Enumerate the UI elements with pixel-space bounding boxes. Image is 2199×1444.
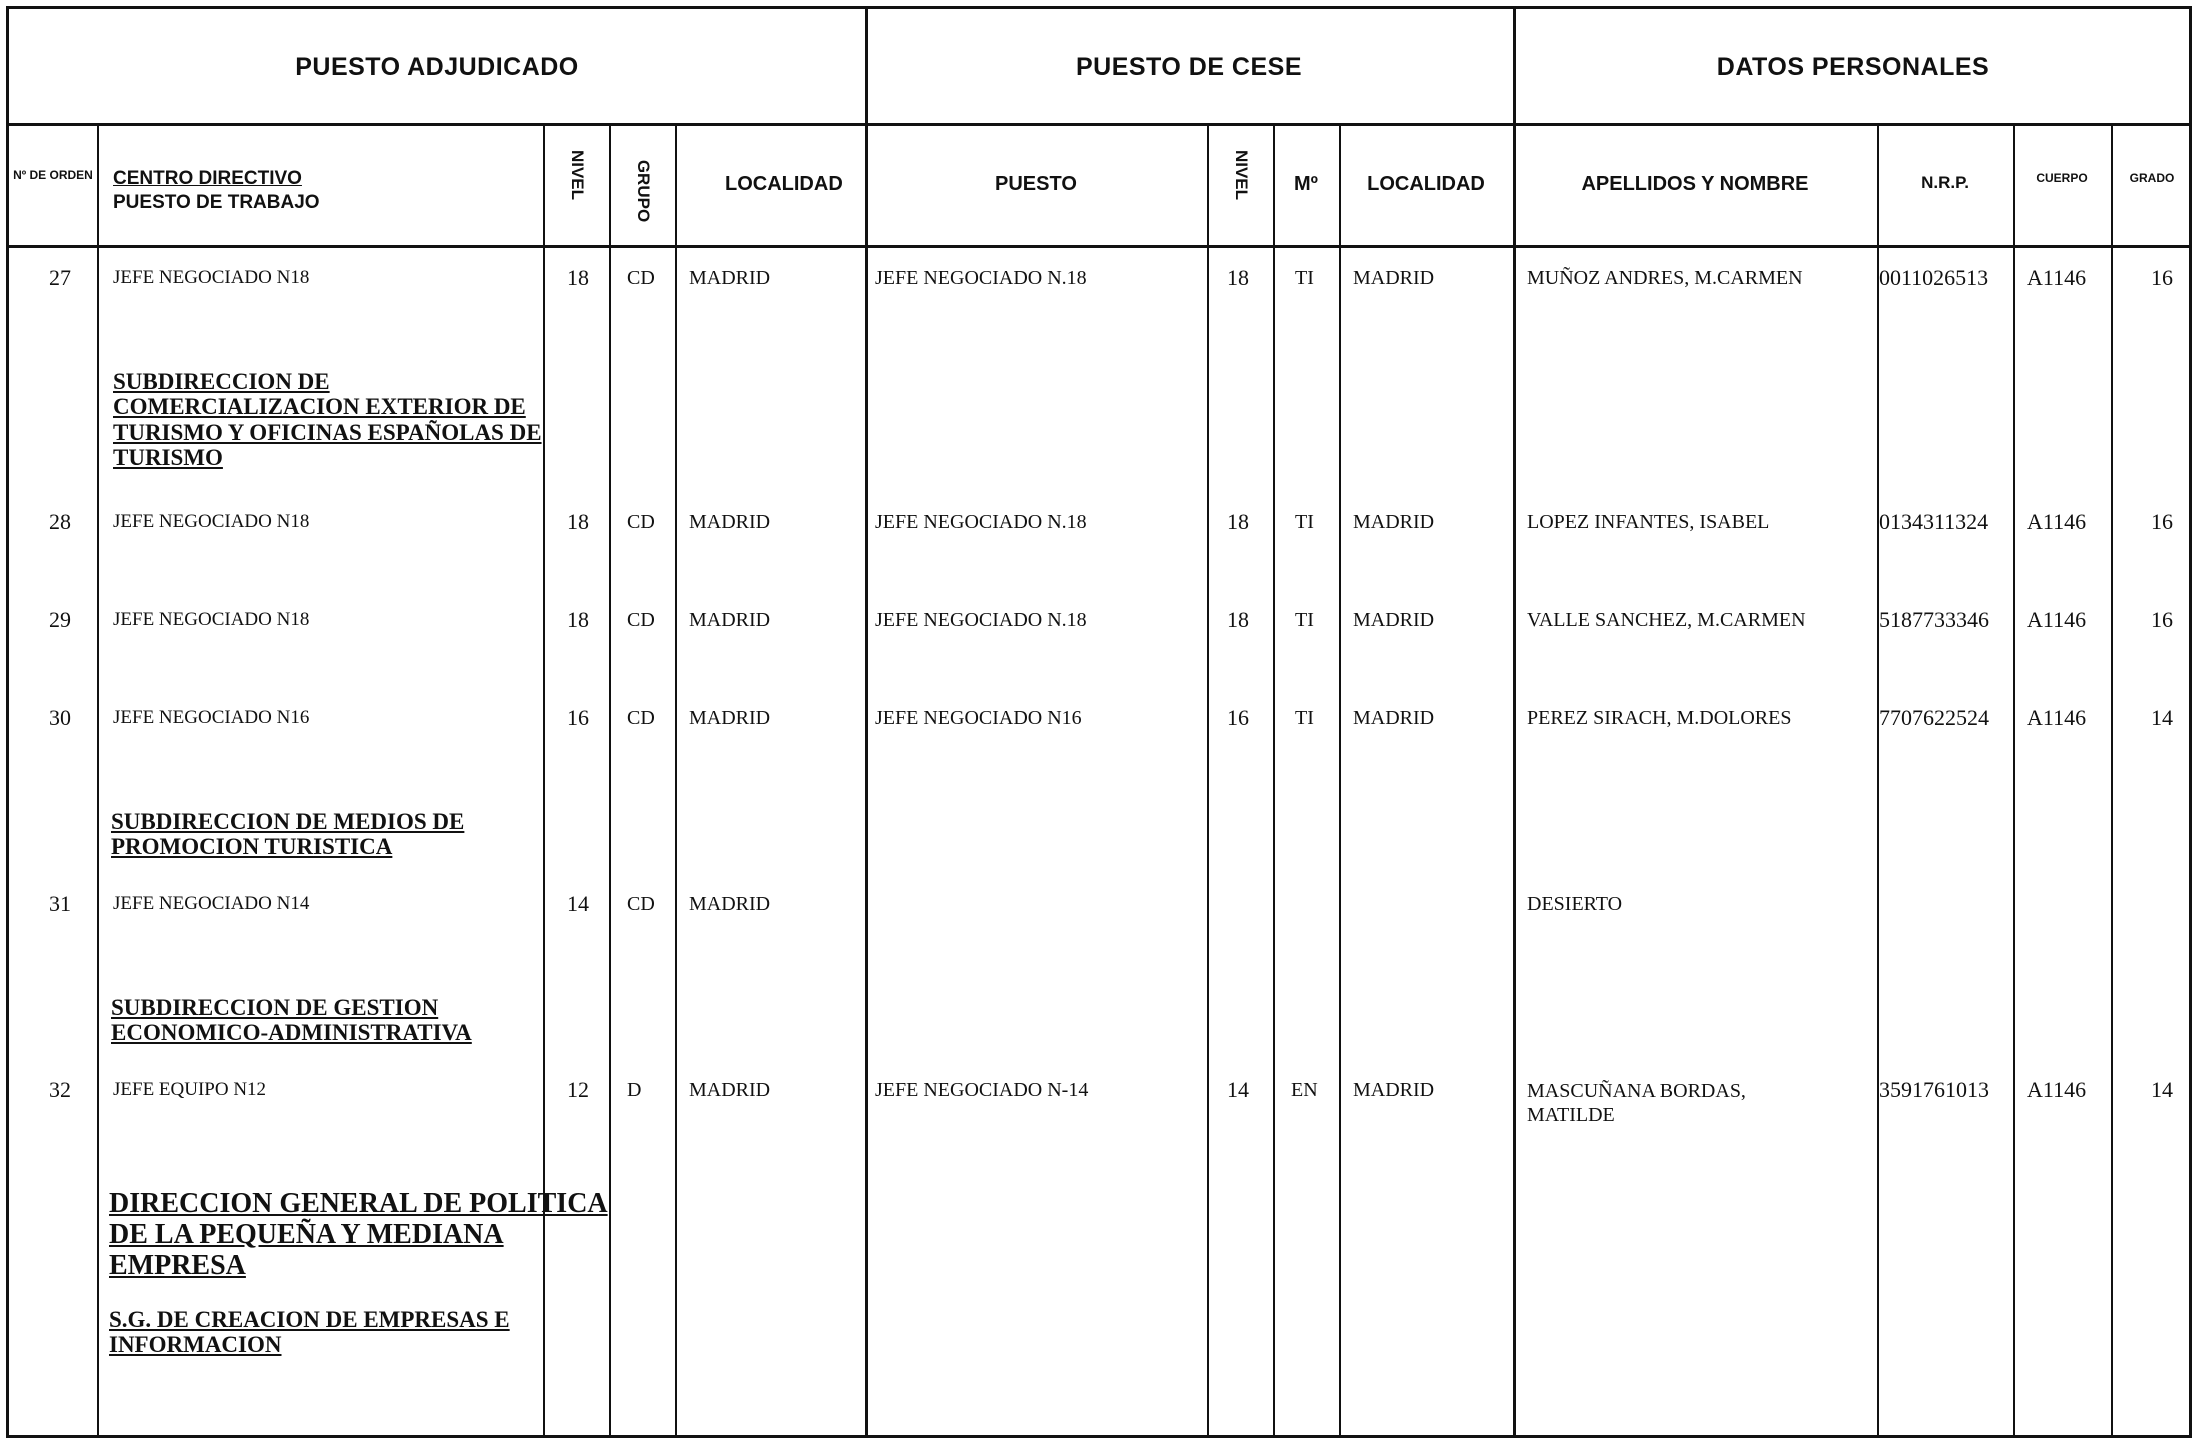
cell-apellidos: LOPEZ INFANTES, ISABEL bbox=[1527, 511, 1770, 533]
cell-puesto-trabajo: JEFE NEGOCIADO N18 bbox=[113, 609, 310, 630]
cell-cuerpo: A1146 bbox=[2027, 607, 2087, 632]
col-header-localidad-cese: LOCALIDAD bbox=[1367, 173, 1485, 195]
group-divider-1 bbox=[865, 9, 868, 1435]
cell-orden: 32 bbox=[49, 1077, 71, 1102]
cell-grado: 14 bbox=[2151, 705, 2173, 730]
cell-orden: 31 bbox=[49, 891, 71, 916]
cell-apellidos: VALLE SANCHEZ, M.CARMEN bbox=[1527, 609, 1806, 631]
cell-apellidos-line1: MASCUÑANA BORDAS, bbox=[1527, 1080, 1746, 1102]
cell-orden: 28 bbox=[49, 509, 71, 534]
cell-puesto: JEFE NEGOCIADO N.18 bbox=[875, 609, 1087, 631]
cell-puesto-trabajo: JEFE NEGOCIADO N16 bbox=[113, 707, 310, 728]
cell-ministerio: TI bbox=[1295, 609, 1314, 631]
cell-nrp: 0134311324 bbox=[1879, 509, 1989, 534]
header-divider bbox=[9, 123, 2189, 126]
section-heading: SUBDIRECCION DE MEDIOS DE PROMOCION TURISTICA bbox=[111, 809, 465, 860]
cell-apellidos: PEREZ SIRACH, M.DOLORES bbox=[1527, 707, 1792, 729]
cell-localidad: MADRID bbox=[689, 1079, 771, 1101]
cell-grupo: CD bbox=[627, 511, 655, 533]
col-divider bbox=[1273, 125, 1275, 1435]
cell-cuerpo: A1146 bbox=[2027, 509, 2087, 534]
cell-grupo: CD bbox=[627, 707, 655, 729]
cell-localidad-cese: MADRID bbox=[1353, 609, 1435, 631]
cell-apellidos-line2: MATILDE bbox=[1527, 1104, 1615, 1126]
cell-ministerio: TI bbox=[1295, 511, 1314, 533]
cell-localidad: MADRID bbox=[689, 267, 771, 289]
col-header-puesto: PUESTO bbox=[995, 173, 1077, 195]
cell-localidad: MADRID bbox=[689, 511, 771, 533]
cell-puesto-trabajo: JEFE NEGOCIADO N14 bbox=[113, 893, 310, 914]
col-header-nrp: N.R.P. bbox=[1921, 173, 1969, 192]
cell-nrp: 3591761013 bbox=[1879, 1077, 1989, 1102]
col-divider bbox=[1207, 125, 1209, 1435]
col-divider bbox=[1877, 125, 1879, 1435]
cell-nrp: 0011026513 bbox=[1879, 265, 1989, 290]
cell-apellidos bbox=[1527, 1079, 1746, 1127]
cell-grupo: CD bbox=[627, 893, 655, 915]
cell-nivel-cese: 18 bbox=[1227, 265, 1249, 290]
col-header-centro-directivo: CENTRO DIRECTIVO bbox=[113, 168, 302, 189]
cell-localidad-cese: MADRID bbox=[1353, 511, 1435, 533]
cell-localidad: MADRID bbox=[689, 707, 771, 729]
column-header-divider bbox=[9, 245, 2189, 248]
col-header-nivel: NIVEL bbox=[568, 149, 587, 201]
col-header-grado: GRADO bbox=[2129, 171, 2175, 185]
section-heading: SUBDIRECCION DE COMERCIALIZACION EXTERIOR DE TURISMO Y OFICINAS ESPAÑOLAS DE TURISMO bbox=[113, 369, 542, 470]
col-header-grupo: GRUPO bbox=[634, 159, 653, 223]
cell-nivel: 18 bbox=[567, 265, 589, 290]
col-header-ministerio: Mº bbox=[1294, 173, 1318, 195]
header-group-personales: DATOS PERSONALES bbox=[1716, 52, 1990, 81]
cell-grado: 16 bbox=[2151, 265, 2173, 290]
col-header-apellidos: APELLIDOS Y NOMBRE bbox=[1581, 173, 1809, 195]
cell-orden: 29 bbox=[49, 607, 71, 632]
document-table: PUESTO ADJUDICADO PUESTO DE CESE DATOS PERSONALES Nº DE ORDEN CENTRO DIRECTIVO PUESTO DE TRABAJO NIVEL GRUPO LOCALIDAD PUESTO NIVEL Mº LOCALIDAD APELLIDOS Y NOMBRE N.R.P. CUERPO GRADO 27 JEFE NEGOCIADO N18 18 CD MADRID JEFE NEGOCIADO N.18 18 TI MADRID MUÑOZ ANDRES, M.CARMEN 0011026513 A1146 16 SUBDIRECCION DE COMERCIALIZACION EXTERIOR DE TURISMO Y OFICINAS ESPAÑOLAS DE TURISMO 28 JEFE NEGOCIADO N18 18 CD MADRID JEFE NEGOCIADO N.18 18 TI MADRID LOPEZ INFANTES, ISABEL 0134311324 A1146 16 29 JEFE NEGOCIADO N18 18 CD MADRID JEFE NEGOCIADO N.18 18 TI MADRID VALLE SANCHEZ, M.CARMEN 5187733346 A1146 16 30 JEFE NEGOCIADO N16 16 CD MADRID JEFE NEGOCIADO N16 16 TI MADRID PEREZ SIRACH, M.DOLORES 7707622524 A1146 14 SUBDIRECCION DE MEDIOS DE PROMOCION TURISTICA 31 JEFE NEGOCIADO N14 14 CD MADRID DESIERTO SUBDIRECCION DE GESTION ECONOMICO-ADMINISTRATIVA 32 JEFE EQUIPO N12 12 D MADRID JEFE NEGOCIADO N-14 14 EN MADRID MASCUÑANA BORDAS, MATILDE 3591761013 A1146 14 DIRECCION GENERAL DE POLITICA DE LA PEQUEÑA Y MEDIANA EMPRESA S.G. DE CREACION DE EMPRESAS E INFORMACION bbox=[6, 6, 2192, 1438]
cell-nivel: 12 bbox=[567, 1077, 589, 1102]
cell-nivel: 14 bbox=[567, 891, 589, 916]
cell-orden: 27 bbox=[49, 265, 71, 290]
cell-puesto: JEFE NEGOCIADO N.18 bbox=[875, 267, 1087, 289]
cell-apellidos: MUÑOZ ANDRES, M.CARMEN bbox=[1527, 267, 1803, 289]
cell-nivel: 18 bbox=[567, 509, 589, 534]
header-group-cese: PUESTO DE CESE bbox=[1075, 52, 1303, 81]
cell-nivel-cese: 16 bbox=[1227, 705, 1249, 730]
cell-grado: 14 bbox=[2151, 1077, 2173, 1102]
cell-nivel: 18 bbox=[567, 607, 589, 632]
section-heading-major: DIRECCION GENERAL DE POLITICA DE LA PEQUEÑA Y MEDIANA EMPRESA bbox=[109, 1188, 608, 1281]
cell-puesto: JEFE NEGOCIADO N.18 bbox=[875, 511, 1087, 533]
cell-nrp: 5187733346 bbox=[1879, 607, 1989, 632]
cell-nivel-cese: 18 bbox=[1227, 509, 1249, 534]
col-header-centro bbox=[113, 167, 320, 215]
cell-ministerio: TI bbox=[1295, 707, 1314, 729]
section-heading: S.G. DE CREACION DE EMPRESAS E INFORMACION bbox=[109, 1307, 510, 1358]
cell-nivel-cese: 18 bbox=[1227, 607, 1249, 632]
cell-localidad: MADRID bbox=[689, 893, 771, 915]
col-divider bbox=[2013, 125, 2015, 1435]
col-header-nivel-cese: NIVEL bbox=[1232, 149, 1251, 201]
cell-orden: 30 bbox=[49, 705, 71, 730]
cell-localidad-cese: MADRID bbox=[1353, 1079, 1435, 1101]
cell-puesto-trabajo: JEFE NEGOCIADO N18 bbox=[113, 267, 310, 288]
cell-ministerio: EN bbox=[1291, 1079, 1318, 1101]
cell-puesto-trabajo: JEFE EQUIPO N12 bbox=[113, 1079, 267, 1100]
section-heading: SUBDIRECCION DE GESTION ECONOMICO-ADMINISTRATIVA bbox=[111, 995, 472, 1046]
cell-cuerpo: A1146 bbox=[2027, 265, 2087, 290]
cell-nrp: 7707622524 bbox=[1879, 705, 1989, 730]
cell-localidad: MADRID bbox=[689, 609, 771, 631]
cell-localidad-cese: MADRID bbox=[1353, 267, 1435, 289]
cell-grado: 16 bbox=[2151, 509, 2173, 534]
cell-nivel-cese: 14 bbox=[1227, 1077, 1249, 1102]
col-divider bbox=[675, 125, 677, 1435]
cell-grupo: CD bbox=[627, 609, 655, 631]
col-divider bbox=[609, 125, 611, 1435]
col-divider bbox=[2111, 125, 2113, 1435]
col-header-cuerpo: CUERPO bbox=[2036, 171, 2088, 185]
cell-apellidos: DESIERTO bbox=[1527, 893, 1623, 915]
cell-cuerpo: A1146 bbox=[2027, 705, 2087, 730]
cell-cuerpo: A1146 bbox=[2027, 1077, 2087, 1102]
cell-puesto: JEFE NEGOCIADO N-14 bbox=[875, 1079, 1089, 1101]
col-header-orden: Nº DE ORDEN bbox=[13, 168, 93, 182]
group-divider-2 bbox=[1513, 9, 1516, 1435]
header-group-adjudicado: PUESTO ADJUDICADO bbox=[295, 52, 579, 81]
col-divider bbox=[1339, 125, 1341, 1435]
cell-grupo: D bbox=[627, 1079, 642, 1101]
cell-grado: 16 bbox=[2151, 607, 2173, 632]
col-divider bbox=[97, 125, 99, 1435]
cell-puesto-trabajo: JEFE NEGOCIADO N18 bbox=[113, 511, 310, 532]
cell-puesto: JEFE NEGOCIADO N16 bbox=[875, 707, 1082, 729]
cell-localidad-cese: MADRID bbox=[1353, 707, 1435, 729]
cell-ministerio: TI bbox=[1295, 267, 1314, 289]
col-header-puesto-trabajo: PUESTO DE TRABAJO bbox=[113, 191, 320, 213]
cell-grupo: CD bbox=[627, 267, 655, 289]
cell-nivel: 16 bbox=[567, 705, 589, 730]
